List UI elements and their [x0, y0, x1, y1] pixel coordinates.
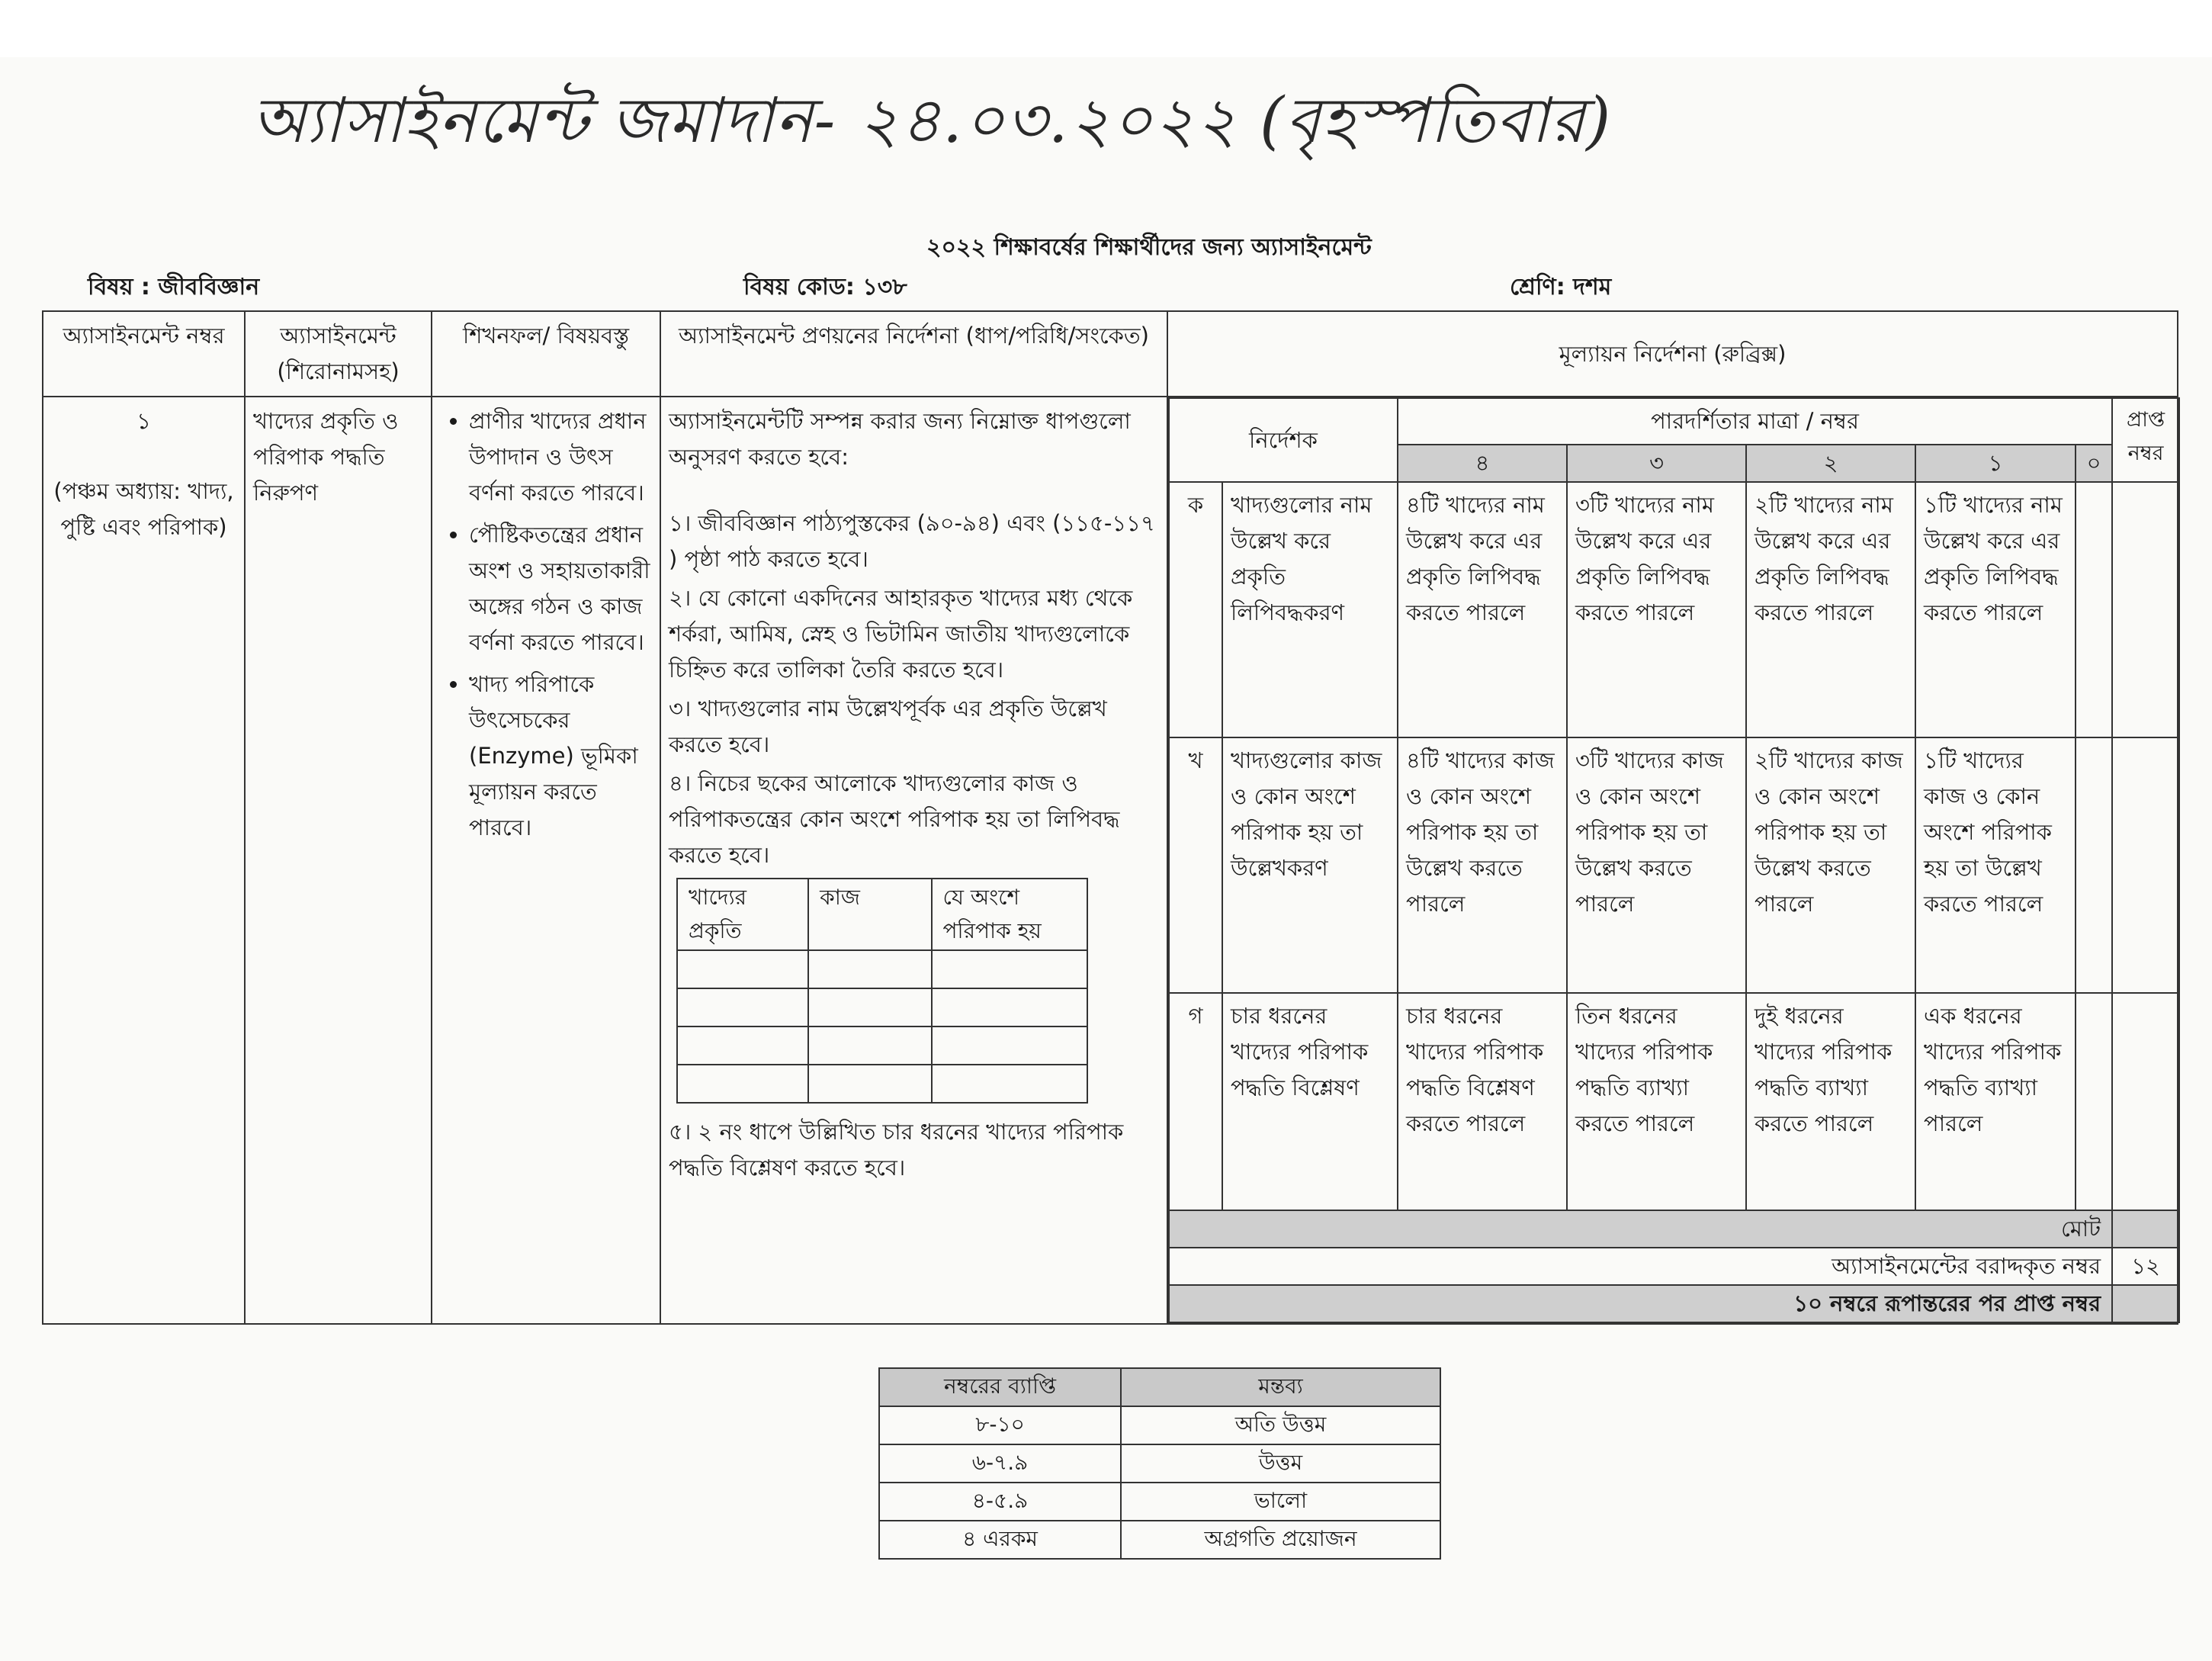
inner-cell [677, 950, 808, 988]
rubric-cell-text: ১টি খাদ্যের কাজ ও কোন অংশে পরিপাক হয় তা উল্লেখ করতে পারলে [1915, 737, 2076, 993]
grade-header-range: নম্বরের ব্যাপ্তি [879, 1368, 1121, 1406]
outcome-item: • প্রাণীর খাদ্যের প্রধান উপাদান ও উৎস বর্ণনা করতে পারবে। [469, 403, 652, 511]
rubric-cell-text [2076, 737, 2112, 993]
header-evaluation: মূল্যায়ন নির্দেশনা (রুব্রিক্স) [1167, 311, 2178, 397]
header-assignment-no: অ্যাসাইনমেন্ট নম্বর [43, 311, 245, 397]
grade-remark: উত্তম [1121, 1444, 1440, 1483]
instruction-step: ২। যে কোনো একদিনের আহারকৃত খাদ্যের মধ্য থেকে শর্করা, আমিষ, স্নেহ ও ভিটামিন জাতীয় খাদ্যগুলোকে চিহ্নিত করে তালিকা তৈরি করতে হবে। [669, 585, 1133, 683]
inner-cell [677, 1065, 808, 1103]
rubric-obtained-cell [2112, 993, 2179, 1210]
inner-cell [808, 1065, 931, 1103]
rubric-cell-text: ৪টি খাদ্যের নাম উল্লেখ করে এর প্রকৃতি লিপিবদ্ধ করতে পারলে [1398, 482, 1567, 737]
rubric-level: ৪ [1398, 445, 1567, 482]
rubric-level-header: পারদর্শিতার মাত্রা / নম্বর [1398, 398, 2112, 445]
rubric-level: ২ [1746, 445, 1915, 482]
grade-remark: ভালো [1121, 1483, 1440, 1521]
food-nature-table [676, 878, 1088, 1104]
rubric-level: ৩ [1567, 445, 1746, 482]
rubric-cell-text: ৪টি খাদ্যের কাজ ও কোন অংশে পরিপাক হয় তা উল্লেখ করতে পারলে [1398, 737, 1567, 993]
inner-header-digestion-part: যে অংশে পরিপাক হয় [932, 879, 1087, 950]
rubric-indicator-header: নির্দেশক [1169, 398, 1398, 482]
subject-label: বিষয় : জীববিজ্ঞান [88, 274, 260, 300]
header-outcomes: শিখনফল/ বিষয়বস্তু [432, 311, 660, 397]
grade-range: ৪ এরকম [879, 1521, 1121, 1559]
rubric-obtained-cell [2112, 482, 2179, 737]
assignment-title: খাদ্যের প্রকৃতি ও পরিপাক পদ্ধতি নিরুপণ [245, 397, 432, 1324]
rubric-table [1168, 397, 2180, 1323]
document-title: ২০২২ শিক্ষাবর্ষের শিক্ষার্থীদের জন্য অ্যাসাইনমেন্ট [926, 234, 1372, 261]
instruction-step: ৫। ২ নং ধাপে উল্লিখিত চার ধরনের খাদ্যের পরিপাক পদ্ধতি বিশ্লেষণ করতে হবে। [669, 1119, 1124, 1181]
inner-cell [808, 1026, 931, 1065]
rubric-converted-value [2112, 1285, 2179, 1322]
inner-cell [932, 950, 1087, 988]
grade-remark: অগ্রগতি প্রয়োজন [1121, 1521, 1440, 1559]
rubric-row-id: ক [1169, 482, 1222, 737]
inner-cell [677, 1026, 808, 1065]
instruction-step: ৪। নিচের ছকের আলোকে খাদ্যগুলোর কাজ ও পরিপাকতন্ত্রের কোন অংশে পরিপাক হয় তা লিপিবদ্ধ করতে হবে। [669, 770, 1120, 868]
rubric-cell [1167, 397, 2178, 1324]
rubric-level: ০ [2076, 445, 2112, 482]
outcomes-cell [432, 397, 660, 1324]
rubric-cell-text: ৩টি খাদ্যের কাজ ও কোন অংশে পরিপাক হয় তা উল্লেখ করতে পারলে [1567, 737, 1746, 993]
class-label: শ্রেণি: দশম [1510, 274, 1612, 300]
inner-header-nature: খাদ্যের প্রকৃতি [677, 879, 808, 950]
header-assignment-title: অ্যাসাইনমেন্ট (শিরোনামসহ) [245, 311, 432, 397]
inner-cell [677, 988, 808, 1026]
rubric-row-id: খ [1169, 737, 1222, 993]
header-instructions: অ্যাসাইনমেন্ট প্রণয়নের নির্দেশনা (ধাপ/পরিধি/সংকেত) [660, 311, 1167, 397]
instructions-cell [660, 397, 1167, 1324]
instruction-step: ১। জীববিজ্ঞান পাঠ্যপুস্তকের (৯০-৯৪) এবং (১১৫-১১৭ ) পৃষ্ঠা পাঠ করতে হবে। [669, 510, 1155, 572]
inner-cell [808, 950, 931, 988]
inner-cell [932, 1026, 1087, 1065]
rubric-total-label: মোট [1169, 1210, 2112, 1248]
chapter-label: (পঞ্চম অধ্যায়: খাদ্য, পুষ্টি এবং পরিপাক) [53, 478, 234, 540]
instruction-step: ৩। খাদ্যগুলোর নাম উল্লেখপূর্বক এর প্রকৃতি উল্লেখ করতে হবে। [669, 696, 1107, 757]
rubric-cell-text: ৩টি খাদ্যের নাম উল্লেখ করে এর প্রকৃতি লিপিবদ্ধ করতে পারলে [1567, 482, 1746, 737]
rubric-cell-text: ২টি খাদ্যের কাজ ও কোন অংশে পরিপাক হয় তা উল্লেখ করতে পারলে [1746, 737, 1915, 993]
rubric-row-id: গ [1169, 993, 1222, 1210]
assignment-table [42, 310, 2178, 1325]
rubric-cell-text: এক ধরনের খাদ্যের পরিপাক পদ্ধতি ব্যাখ্যা পারলে [1915, 993, 2076, 1210]
grade-range: ৪-৫.৯ [879, 1483, 1121, 1521]
outcome-item: • খাদ্য পরিপাকে উৎসেচকের (Enzyme) ভূমিকা মূল্যায়ন করতে পারবে। [469, 667, 652, 846]
rubric-cell-text: দুই ধরনের খাদ্যের পরিপাক পদ্ধতি ব্যাখ্যা করতে পারলে [1746, 993, 1915, 1210]
rubric-allotted-label: অ্যাসাইনমেন্টের বরাদ্দকৃত নম্বর [1169, 1248, 2112, 1285]
inner-cell [808, 988, 931, 1026]
outcome-item: • পৌষ্টিকতন্ত্রের প্রধান অংশ ও সহায়তাকারী অঙ্গের গঠন ও কাজ বর্ণনা করতে পারবে। [469, 517, 652, 660]
grade-header-remark: মন্তব্য [1121, 1368, 1440, 1406]
inner-header-function: কাজ [808, 879, 931, 950]
rubric-converted-label: ১০ নম্বরে রূপান্তরের পর প্রাপ্ত নম্বর [1169, 1285, 2112, 1322]
rubric-cell-text [2076, 482, 2112, 737]
rubric-obtained-cell [2112, 737, 2179, 993]
rubric-obtained-header: প্রাপ্ত নম্বর [2112, 398, 2179, 482]
grade-range-table [878, 1367, 1441, 1560]
assignment-number: ১ [136, 408, 151, 434]
handwritten-submission-note: অ্যাসাইনমেন্ট জমাদান- ২৪.০৩.২০২২ (বৃহস্পতিবার) [252, 85, 1613, 157]
rubric-cell-text: ১টি খাদ্যের নাম উল্লেখ করে এর প্রকৃতি লিপিবদ্ধ করতে পারলে [1915, 482, 2076, 737]
rubric-cell-text [2076, 993, 2112, 1210]
grade-range: ৮-১০ [879, 1406, 1121, 1444]
rubric-indicator: খাদ্যগুলোর নাম উল্লেখ করে প্রকৃতি লিপিবদ্ধকরণ [1222, 482, 1398, 737]
assignment-no-cell [43, 397, 245, 1324]
scan-top-band [0, 0, 2212, 57]
subject-code-label: বিষয় কোড: ১৩৮ [743, 274, 907, 300]
grade-range: ৬-৭.৯ [879, 1444, 1121, 1483]
rubric-cell-text: ২টি খাদ্যের নাম উল্লেখ করে এর প্রকৃতি লিপিবদ্ধ করতে পারলে [1746, 482, 1915, 737]
rubric-allotted-value: ১২ [2112, 1248, 2179, 1285]
rubric-level: ১ [1915, 445, 2076, 482]
rubric-indicator: খাদ্যগুলোর কাজ ও কোন অংশে পরিপাক হয় তা উল্লেখকরণ [1222, 737, 1398, 993]
rubric-total-value [2112, 1210, 2179, 1248]
inner-cell [932, 988, 1087, 1026]
rubric-indicator: চার ধরনের খাদ্যের পরিপাক পদ্ধতি বিশ্লেষণ [1222, 993, 1398, 1210]
inner-cell [932, 1065, 1087, 1103]
grade-remark: অতি উত্তম [1121, 1406, 1440, 1444]
rubric-cell-text: চার ধরনের খাদ্যের পরিপাক পদ্ধতি বিশ্লেষণ করতে পারলে [1398, 993, 1567, 1210]
instructions-intro: অ্যাসাইনমেন্টটি সম্পন্ন করার জন্য নিম্নোক্ত ধাপগুলো অনুসরণ করতে হবে: [669, 408, 1131, 470]
rubric-cell-text: তিন ধরনের খাদ্যের পরিপাক পদ্ধতি ব্যাখ্যা করতে পারলে [1567, 993, 1746, 1210]
